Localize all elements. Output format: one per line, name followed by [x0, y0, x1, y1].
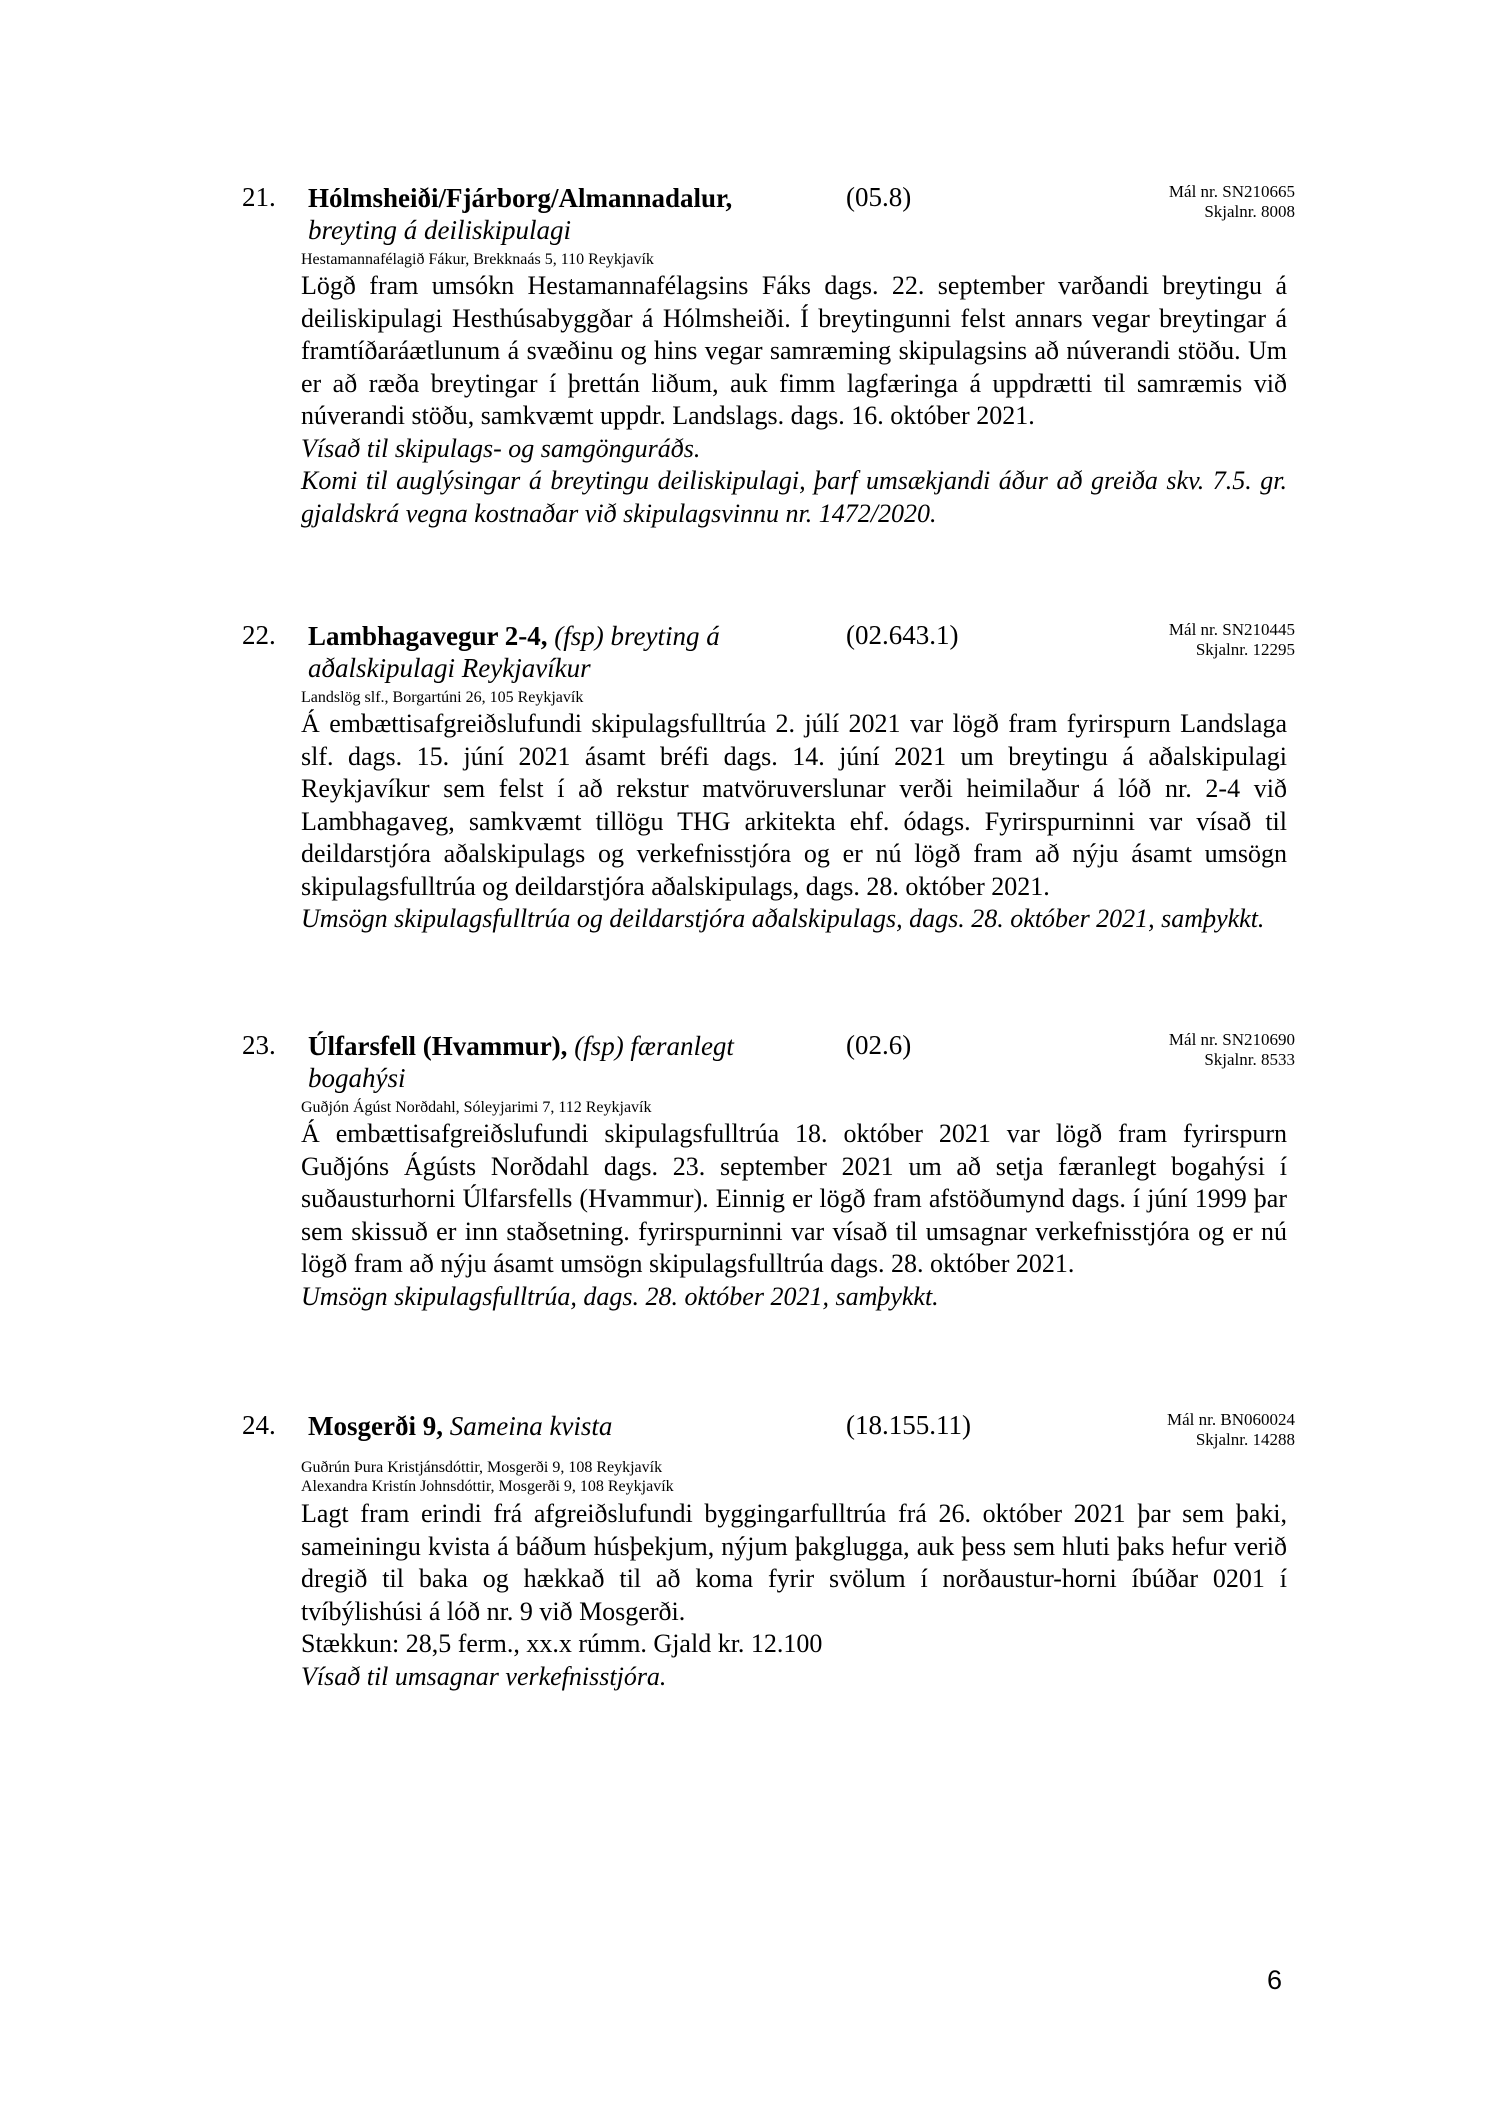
item-description: Á embættisafgreiðslufundi skipulagsfulltrúa 2. júlí 2021 var lögð fram fyrirspurn Landslaga slf. dags. 15. júní 2021 ásamt bréfi dags. 14. júní 2021 um breytingu á aðalskipulagi Reykjavíkur sem felst í að rekstur matvöruverslunar verði heimilaður á lóð nr. 2-4 við Lambhagaveg, samkvæmt tillögu THG arkitekta ehf. ódags. Fyrirspurninni var vísað til deildarstjóra aðalskipulags og verkefnisstjóra og er nú lögð fram að nýju ásamt umsögn skipulagsfulltrúa og deildarstjóra aðalskipulags, dags. 28. október 2021. — [301, 709, 1287, 901]
applicant: Hestamannafélagið Fákur, Brekknaás 5, 110 Reykjavík — [301, 251, 654, 268]
mal-nr: Mál nr. SN210690 — [1168, 1030, 1295, 1049]
item-title-bold: Mosgerði 9, — [308, 1411, 443, 1441]
applicant: Alexandra Kristín Johnsdóttir, Mosgerði 9, 108 Reykjavík — [301, 1478, 674, 1495]
skjal-nr: Skjalnr. 14288 — [1195, 1430, 1295, 1449]
applicant-list — [301, 688, 583, 707]
skjal-nr: Skjalnr. 8008 — [1204, 202, 1295, 221]
item-number: 24. — [242, 1410, 276, 1440]
item-body — [301, 270, 1287, 530]
item-title-italic: breyting á deiliskipulagi — [308, 215, 571, 245]
item-number: 23. — [242, 1030, 276, 1060]
skjal-nr: Skjalnr. 12295 — [1195, 640, 1295, 659]
item-number: 21. — [242, 182, 276, 212]
mal-nr: Mál nr. SN210665 — [1168, 182, 1295, 201]
case-number-block — [1169, 182, 1295, 222]
skjal-nr: Skjalnr. 8533 — [1204, 1050, 1295, 1069]
case-number-block — [1169, 1030, 1295, 1070]
item-title — [308, 620, 778, 684]
applicant-list — [301, 1098, 651, 1117]
item-code: (05.8) — [846, 182, 912, 212]
item-description: Lagt fram erindi frá afgreiðslufundi byggingarfulltrúa frá 26. október 2021 þar sem þaki, sameiningu kvista á báðum húsþekjum, nýjum þakglugga, auk þess sem hluti þaks hefur verið dregið til baka og hækkað til að koma fyrir svölum í norðaustur-horni íbúðar 0201 í tvíbýlishúsi á lóð nr. 9 við Mosgerði. — [301, 1499, 1287, 1626]
item-body — [301, 708, 1287, 936]
item-decision: Umsögn skipulagsfulltrúa og deildarstjóra aðalskipulags, dags. 28. október 2021, samþykkt. — [301, 904, 1265, 933]
item-title-italic: Sameina kvista — [449, 1411, 613, 1441]
item-decision: Vísað til skipulags- og samgönguráðs. — [301, 433, 701, 463]
item-body — [301, 1118, 1287, 1313]
item-number: 22. — [242, 620, 276, 650]
item-title — [308, 182, 778, 246]
page-number: 6 — [1266, 1965, 1282, 1995]
applicant: Guðjón Ágúst Norðdahl, Sóleyjarimi 7, 112 Reykjavík — [301, 1099, 652, 1116]
item-title-bold: Lambhagavegur 2-4, — [308, 621, 548, 651]
item-body — [301, 1498, 1287, 1693]
item-title-italic: (fsp) færanlegt bogahýsi — [308, 1031, 734, 1093]
applicant-list — [301, 1458, 674, 1496]
item-title — [308, 1030, 778, 1094]
item-title-bold: Úlfarsfell (Hvammur), — [308, 1031, 568, 1061]
item-description: Á embættisafgreiðslufundi skipulagsfulltrúa 18. október 2021 var lögð fram fyrirspurn Guðjóns Ágústs Norðdahl dags. 23. september 2021 um að setja færanlegt bogahýsi í suðausturhorni Úlfarsfells (Hvammur). Einnig er lögð fram afstöðumynd dags. í júní 1999 þar sem skissuð er inn staðsetning. fyrirspurninni var vísað til umsagnar verkefnisstjóra og er nú lögð fram að nýju ásamt umsögn skipulagsfulltrúa dags. 28. október 2021. — [301, 1119, 1287, 1278]
applicant-list — [301, 250, 654, 269]
item-decision: Umsögn skipulagsfulltrúa, dags. 28. október 2021, samþykkt. — [301, 1281, 939, 1311]
item-title — [308, 1410, 778, 1442]
mal-nr: Mál nr. SN210445 — [1168, 620, 1295, 639]
item-description: Lögð fram umsókn Hestamannafélagsins Fáks dags. 22. september varðandi breytingu á deiliskipulagi Hesthúsabyggðar á Hólmsheiði. Í breytingunni felst annars vegar breytingar á framtíðaráætlunum á svæðinu og hins vegar samræming skipulagsins að núverandi stöðu. Um er að ræða breytingar í þrettán liðum, auk fimm lagfæringa á uppdrætti til samræmis við núverandi stöðu, samkvæmt uppdr. Landslags. dags. 16. október 2021. — [301, 271, 1287, 430]
case-number-block — [1167, 1410, 1295, 1450]
item-code: (02.643.1) — [846, 620, 959, 650]
item-code: (02.6) — [846, 1030, 912, 1060]
mal-nr: Mál nr. BN060024 — [1167, 1410, 1295, 1429]
item-enlargement: Stækkun: 28,5 ferm., xx.x rúmm. Gjald kr. 12.100 — [301, 1629, 823, 1658]
item-code: (18.155.11) — [846, 1410, 971, 1440]
item-title-bold: Hólmsheiði/Fjárborg/Almannadalur, — [308, 183, 733, 213]
applicant: Guðrún Þura Kristjánsdóttir, Mosgerði 9, 108 Reykjavík — [301, 1459, 663, 1476]
item-decision: Komi til auglýsingar á breytingu deiliskipulagi, þarf umsækjandi áður að greiða skv. 7.5. gr. gjaldskrá vegna kostnaðar við skipulagsvinnu nr. 1472/2020. — [301, 466, 1287, 528]
item-title-italic: (fsp) breyting á aðalskipulagi Reykjavíkur — [308, 621, 720, 683]
applicant: Landslög slf., Borgartúni 26, 105 Reykjavík — [301, 689, 584, 706]
item-decision: Vísað til umsagnar verkefnisstjóra. — [301, 1661, 667, 1691]
case-number-block — [1169, 620, 1295, 660]
